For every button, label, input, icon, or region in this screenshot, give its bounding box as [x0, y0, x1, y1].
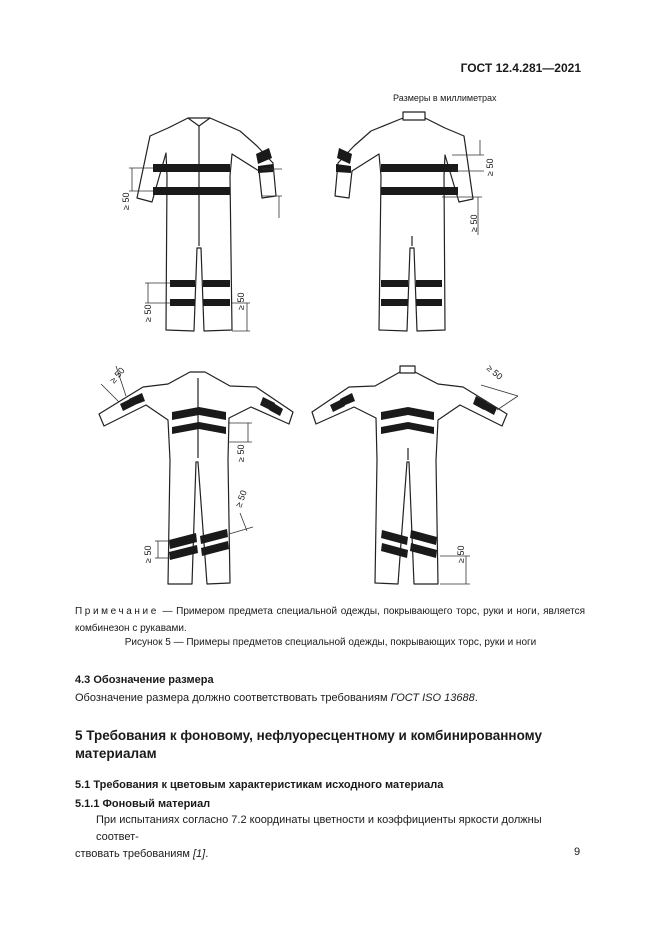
- dimension-lines: [101, 140, 518, 584]
- page-number: 9: [574, 846, 581, 858]
- bibliography-reference: [1]: [193, 848, 206, 860]
- heading-4-3: 4.3 Обозначение размера: [75, 674, 214, 686]
- heading-5-1-1: 5.1.1 Фоновый материал: [75, 798, 211, 810]
- units-label: Размеры в миллиметрах: [393, 93, 497, 103]
- dim-label: ≥ 50: [456, 545, 466, 563]
- standard-reference: ГОСТ ISO 13688: [390, 692, 475, 704]
- heading-5: [75, 727, 595, 763]
- text: .: [474, 692, 478, 704]
- document-header: ГОСТ 12.4.281—2021: [460, 61, 581, 75]
- heading-5-line2: материалам: [75, 746, 157, 761]
- paragraph-line2: [75, 846, 585, 863]
- text: Обозначение размера должно соответствовать требованиям: [75, 692, 391, 704]
- heading-5-1: 5.1 Требования к цветовым характеристикам исходного материала: [75, 779, 444, 791]
- dim-label: ≥ 50: [484, 362, 505, 382]
- figure-note: [75, 603, 585, 637]
- dim-label: ≥ 50: [236, 444, 246, 462]
- paragraph-line1: При испытаниях согласно 7.2 координаты цветности и коэффициенты яркости должны соответ-: [96, 814, 542, 843]
- dim-label: ≥ 50: [143, 304, 153, 322]
- dim-label: ≥ 50: [121, 192, 131, 210]
- paragraph-5-1-1: [75, 812, 585, 863]
- dim-label: ≥ 50: [236, 292, 246, 310]
- dim-label: ≥ 50: [143, 545, 153, 563]
- paragraph-4-3: [75, 690, 585, 707]
- note-label: Примечание: [75, 606, 159, 617]
- coverall-back-arms-down: [335, 112, 473, 331]
- dim-label: ≥ 50: [469, 214, 479, 232]
- note-text: — Примером предмета специальной одежды, покрывающего торс, руки и ноги, является комбинезон с рукавами.: [75, 606, 585, 634]
- text: ствовать требованиям: [75, 848, 193, 860]
- dim-label: ≥ 50: [233, 488, 249, 509]
- heading-5-line1: 5 Требования к фоновому, нефлуоресцентному и комбинированному: [75, 728, 542, 743]
- dim-label: ≥ 50: [485, 158, 495, 176]
- figure-caption: Рисунок 5 — Примеры предметов специальной одежды, покрывающих торс, руки и ноги: [124, 637, 537, 648]
- dim-label: ≥ 50: [107, 365, 127, 386]
- text: .: [205, 848, 209, 860]
